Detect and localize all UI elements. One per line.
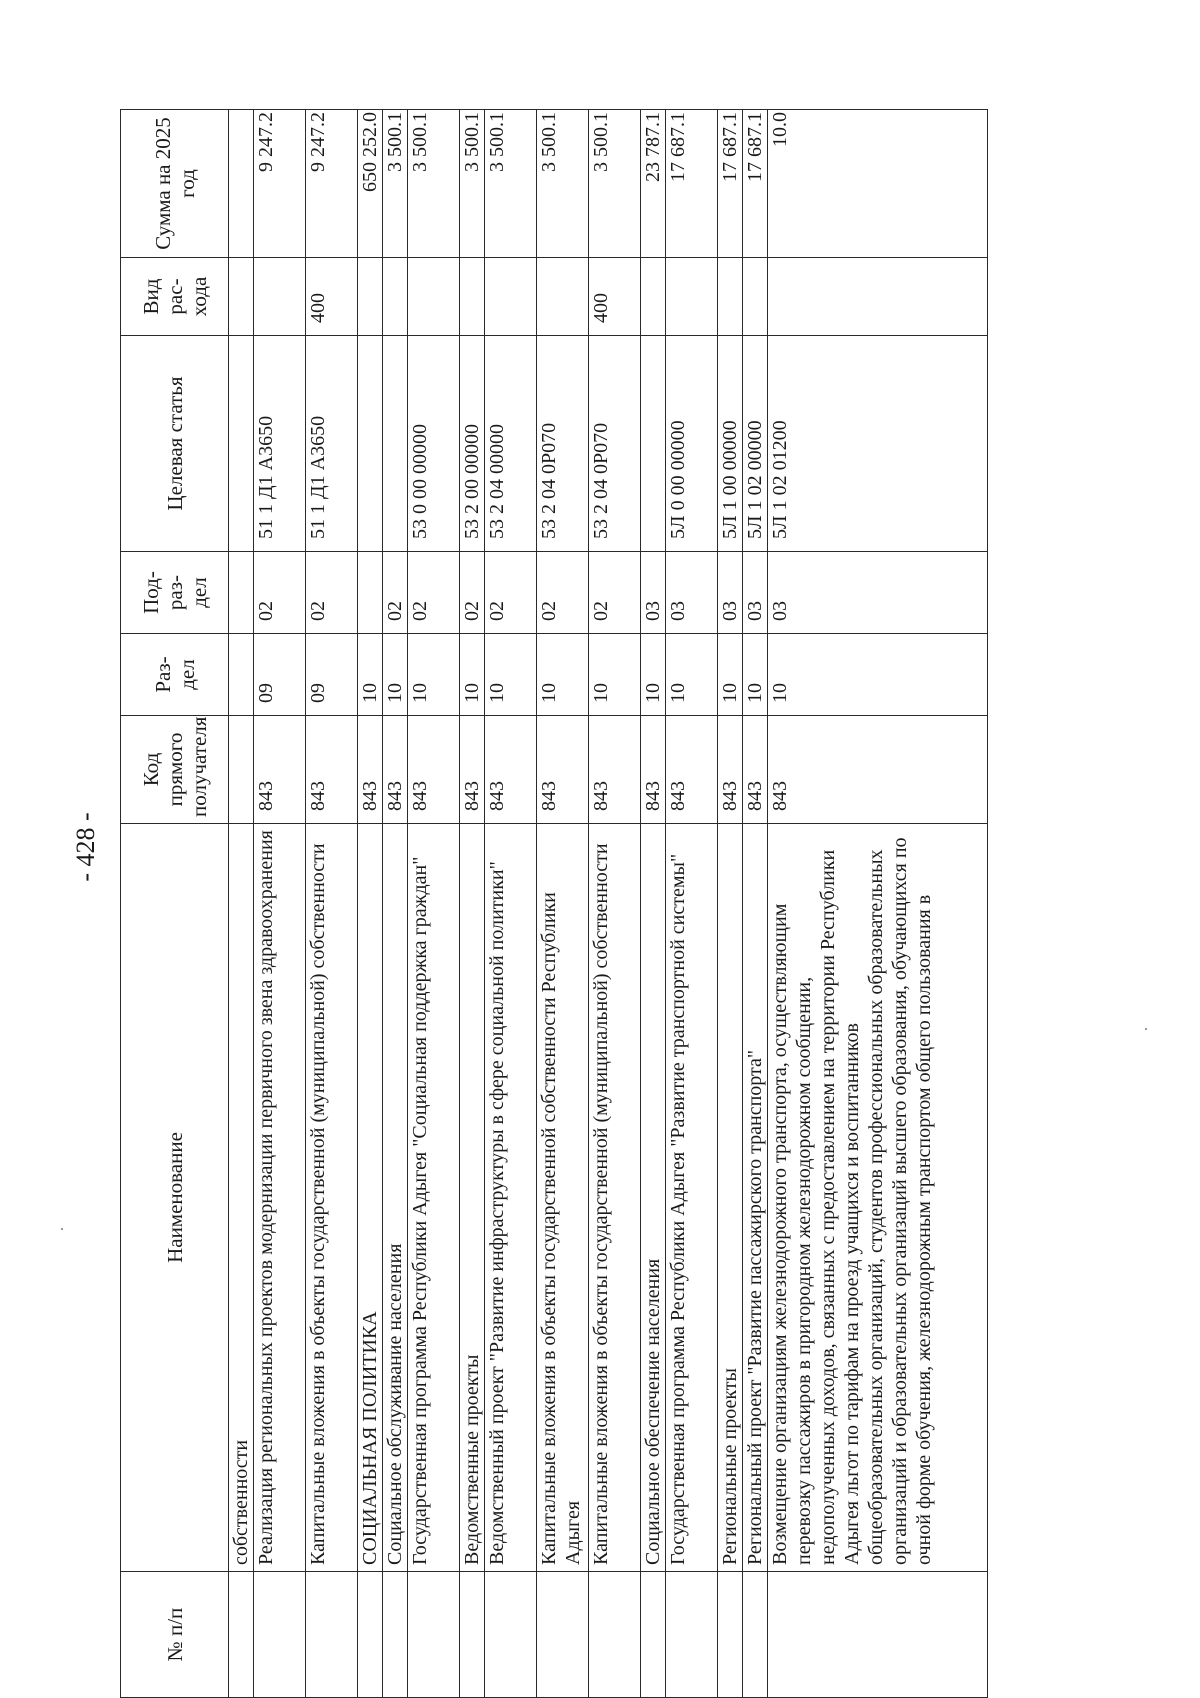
row-sum-cell: 3 500.1 [383, 110, 408, 258]
row-name-cell: Капитальные вложения в объекты государственной (муниципальной) собственности [306, 824, 358, 1572]
row-target-item-cell [641, 336, 666, 552]
table-row [229, 110, 254, 1698]
row-name-cell: Капитальные вложения в объекты государственной (муниципальной) собственности [589, 824, 641, 1572]
row-name-cell: Ведомственные проекты [460, 824, 485, 1572]
row-target-item-cell: 51 1 Д1 А3650 [254, 336, 306, 552]
row-subsection-cell: 02 [254, 552, 306, 634]
scan-artifact [1145, 1028, 1147, 1030]
row-expense-type-cell [460, 258, 485, 336]
row-section-cell: 10 [485, 634, 537, 716]
header-target-item: Целевая статья [121, 336, 229, 552]
row-recipient-code-cell: 843 [768, 716, 988, 824]
row-number-cell [537, 1572, 589, 1698]
row-subsection-cell: 03 [666, 552, 718, 634]
row-recipient-code-cell: 843 [641, 716, 666, 824]
row-target-item-cell [229, 336, 254, 552]
row-expense-type-cell: 400 [306, 258, 358, 336]
table-row [485, 110, 537, 1698]
row-name-cell: Государственная программа Республики Адыгея "Социальная поддержка граждан" [408, 824, 460, 1572]
row-section-cell: 09 [254, 634, 306, 716]
row-expense-type-cell [718, 258, 743, 336]
row-subsection-cell: 03 [641, 552, 666, 634]
row-name-cell: Возмещение организациям железнодорожного транспорта, осуществляющим перевозку пассажиров в пригородном железнодорожном сообщении, недополученных доходов, связанных с предоставлением на территории Республики Адыгея льгот по тарифам на проезд учащихся и воспитанников общеобразовательных организаций, студентов профессиональных образовательных организаций и образовательных организаций высшего образования, обучающихся по очной форме обучения, железнодорожным транспортом общего пользования в [768, 824, 988, 1572]
row-section-cell: 10 [743, 634, 768, 716]
table-row [537, 110, 589, 1698]
row-expense-type-cell [768, 258, 988, 336]
table-body [229, 110, 988, 1698]
table-row [718, 110, 743, 1698]
row-recipient-code-cell: 843 [666, 716, 718, 824]
row-recipient-code-cell: 843 [485, 716, 537, 824]
row-recipient-code-cell: 843 [408, 716, 460, 824]
page-number: - 428 - [71, 812, 100, 882]
scan-artifact [61, 1228, 63, 1230]
row-number-cell [589, 1572, 641, 1698]
row-section-cell: 10 [460, 634, 485, 716]
row-sum-cell: 9 247.2 [254, 110, 306, 258]
budget-table-sheet [120, 110, 1100, 1698]
row-number-cell [408, 1572, 460, 1698]
row-name-cell: Капитальные вложения в объекты государственной собственности Республики Адыгея [537, 824, 589, 1572]
row-target-item-cell: 5Л 1 00 00000 [718, 336, 743, 552]
row-sum-cell: 17 687.1 [743, 110, 768, 258]
row-target-item-cell [358, 336, 383, 552]
row-target-item-cell: 53 2 04 00000 [485, 336, 537, 552]
row-subsection-cell: 02 [537, 552, 589, 634]
row-target-item-cell: 5Л 1 02 00000 [743, 336, 768, 552]
row-target-item-cell: 5Л 1 02 01200 [768, 336, 988, 552]
row-expense-type-cell [408, 258, 460, 336]
row-sum-cell: 17 687.1 [718, 110, 743, 258]
row-subsection-cell: 02 [383, 552, 408, 634]
header-subsection: Под- раз- дел [121, 552, 229, 634]
row-number-cell [383, 1572, 408, 1698]
row-expense-type-cell [254, 258, 306, 336]
header-expense-type: Вид рас- хода [121, 258, 229, 336]
table-row [254, 110, 306, 1698]
row-section-cell: 10 [537, 634, 589, 716]
row-section-cell [229, 634, 254, 716]
row-expense-type-cell [641, 258, 666, 336]
table-row [460, 110, 485, 1698]
table-row [666, 110, 718, 1698]
row-section-cell: 10 [358, 634, 383, 716]
row-name-cell: Государственная программа Республики Адыгея "Развитие транспортной системы" [666, 824, 718, 1572]
row-expense-type-cell [537, 258, 589, 336]
row-target-item-cell: 53 0 00 00000 [408, 336, 460, 552]
row-recipient-code-cell: 843 [718, 716, 743, 824]
row-number-cell [718, 1572, 743, 1698]
row-section-cell: 10 [768, 634, 988, 716]
table-row [383, 110, 408, 1698]
table-row [768, 110, 988, 1698]
table-row [408, 110, 460, 1698]
row-subsection-cell: 03 [768, 552, 988, 634]
row-number-cell [666, 1572, 718, 1698]
row-number-cell [768, 1572, 988, 1698]
row-target-item-cell [383, 336, 408, 552]
row-sum-cell: 3 500.1 [589, 110, 641, 258]
row-section-cell: 10 [641, 634, 666, 716]
table-row [641, 110, 666, 1698]
row-name-cell: Социальное обслуживание населения [383, 824, 408, 1572]
row-recipient-code-cell: 843 [358, 716, 383, 824]
table-row [589, 110, 641, 1698]
row-sum-cell: 650 252.0 [358, 110, 383, 258]
header-section: Раз- дел [121, 634, 229, 716]
row-expense-type-cell [743, 258, 768, 336]
row-sum-cell: 3 500.1 [537, 110, 589, 258]
row-section-cell: 10 [408, 634, 460, 716]
row-sum-cell: 23 787.1 [641, 110, 666, 258]
row-number-cell [229, 1572, 254, 1698]
row-name-cell: Региональный проект "Развитие пассажирского транспорта" [743, 824, 768, 1572]
row-number-cell [485, 1572, 537, 1698]
row-recipient-code-cell: 843 [589, 716, 641, 824]
row-sum-cell [229, 110, 254, 258]
row-target-item-cell: 51 1 Д1 А3650 [306, 336, 358, 552]
row-expense-type-cell [485, 258, 537, 336]
table-row [306, 110, 358, 1698]
row-recipient-code-cell: 843 [306, 716, 358, 824]
budget-table [120, 109, 988, 1698]
row-number-cell [743, 1572, 768, 1698]
row-number-cell [641, 1572, 666, 1698]
row-name-cell: Региональные проекты [718, 824, 743, 1572]
row-section-cell: 10 [718, 634, 743, 716]
row-recipient-code-cell: 843 [383, 716, 408, 824]
row-number-cell [306, 1572, 358, 1698]
row-subsection-cell: 02 [408, 552, 460, 634]
row-target-item-cell: 53 2 04 0Р070 [537, 336, 589, 552]
row-section-cell: 10 [666, 634, 718, 716]
row-expense-type-cell [666, 258, 718, 336]
table-row [743, 110, 768, 1698]
row-name-cell: Социальное обеспечение населения [641, 824, 666, 1572]
row-expense-type-cell [358, 258, 383, 336]
row-target-item-cell: 53 2 04 0Р070 [589, 336, 641, 552]
header-num: № п/п [121, 1572, 229, 1698]
row-subsection-cell: 03 [743, 552, 768, 634]
row-sum-cell: 10.0 [768, 110, 988, 258]
row-sum-cell: 9 247.2 [306, 110, 358, 258]
row-target-item-cell: 5Л 0 00 00000 [666, 336, 718, 552]
row-expense-type-cell: 400 [589, 258, 641, 336]
row-sum-cell: 17 687.1 [666, 110, 718, 258]
row-sum-cell: 3 500.1 [460, 110, 485, 258]
row-number-cell [254, 1572, 306, 1698]
table-header-row [121, 110, 229, 1698]
row-subsection-cell [229, 552, 254, 634]
header-recipient-code: Код прямого получателя [121, 716, 229, 824]
table-row [358, 110, 383, 1698]
row-recipient-code-cell: 843 [460, 716, 485, 824]
row-name-cell: Ведомственный проект "Развитие инфраструктуры в сфере социальной политики" [485, 824, 537, 1572]
row-recipient-code-cell: 843 [743, 716, 768, 824]
row-recipient-code-cell [229, 716, 254, 824]
row-subsection-cell: 03 [718, 552, 743, 634]
row-expense-type-cell [229, 258, 254, 336]
row-name-cell: собственности [229, 824, 254, 1572]
row-sum-cell: 3 500.1 [408, 110, 460, 258]
row-subsection-cell [358, 552, 383, 634]
row-name-cell: СОЦИАЛЬНАЯ ПОЛИТИКА [358, 824, 383, 1572]
row-target-item-cell: 53 2 00 00000 [460, 336, 485, 552]
row-recipient-code-cell: 843 [537, 716, 589, 824]
row-subsection-cell: 02 [485, 552, 537, 634]
header-name: Наименование [121, 824, 229, 1572]
row-subsection-cell: 02 [460, 552, 485, 634]
row-subsection-cell: 02 [589, 552, 641, 634]
header-sum-2025: Сумма на 2025 год [121, 110, 229, 258]
row-section-cell: 10 [589, 634, 641, 716]
row-expense-type-cell [383, 258, 408, 336]
row-section-cell: 10 [383, 634, 408, 716]
row-subsection-cell: 02 [306, 552, 358, 634]
row-number-cell [358, 1572, 383, 1698]
row-name-cell: Реализация региональных проектов модернизации первичного звена здравоохранения [254, 824, 306, 1572]
row-section-cell: 09 [306, 634, 358, 716]
row-number-cell [460, 1572, 485, 1698]
row-recipient-code-cell: 843 [254, 716, 306, 824]
row-sum-cell: 3 500.1 [485, 110, 537, 258]
